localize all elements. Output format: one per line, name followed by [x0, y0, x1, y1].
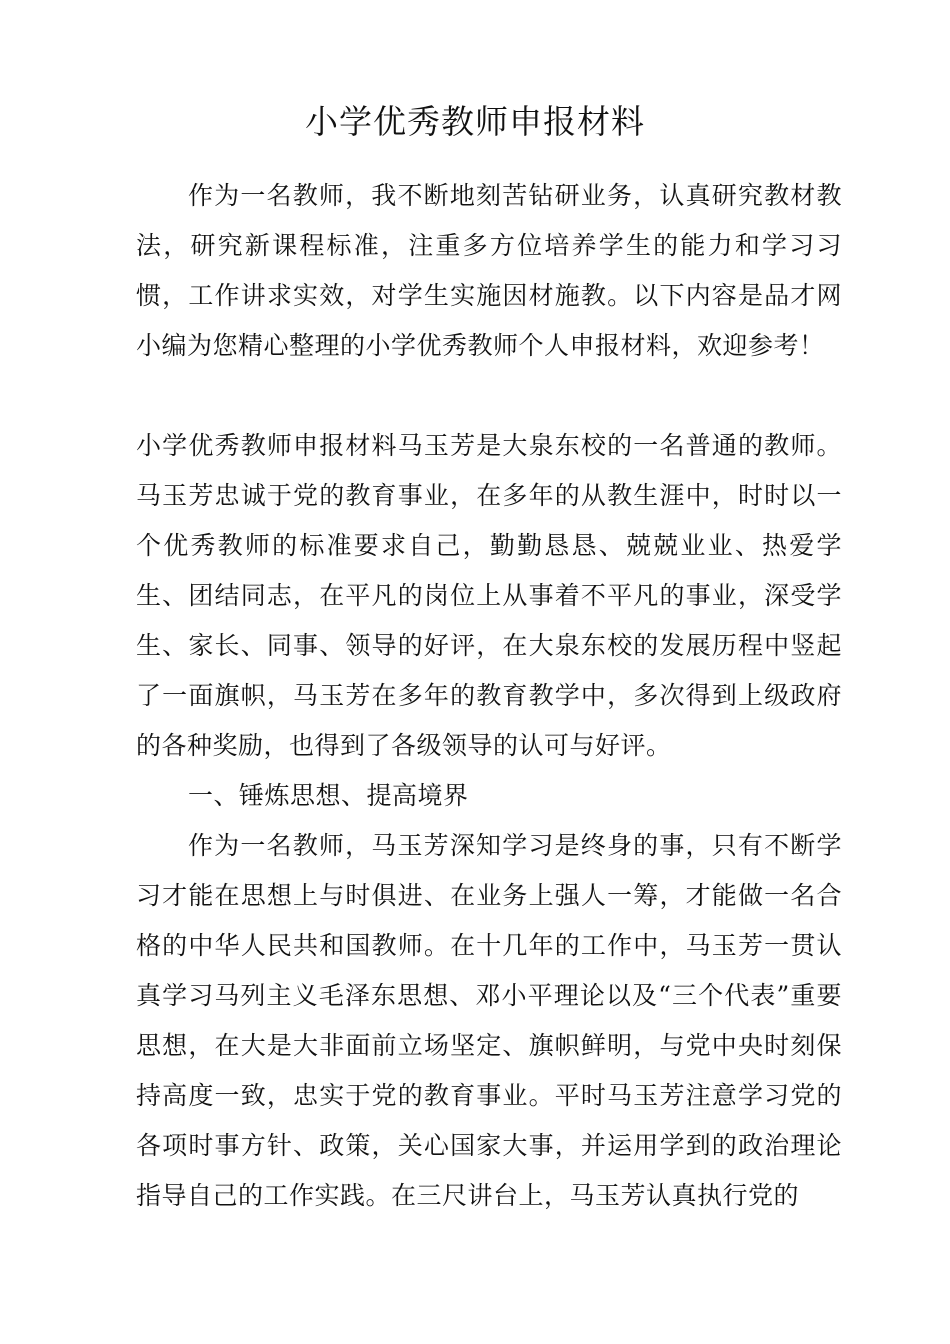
intro-paragraph: 作为一名教师，我不断地刻苦钻研业务，认真研究教材教法，研究新课程标准，注重多方位培养学生的能力和学习习惯，工作讲求实效，对学生实施因材施教。以下内容是品才网小编为您精心整理的小学优秀教师个人申报材料，欢迎参考！	[136, 181, 842, 360]
document-body	[136, 171, 842, 1221]
document-title: 小学优秀教师申报材料	[305, 102, 645, 141]
profile-paragraph: 小学优秀教师申报材料马玉芳是大泉东校的一名普通的教师。马玉芳忠诚于党的教育事业，在多年的从教生涯中，时时以一个优秀教师的标准要求自己，勤勤恳恳、兢兢业业、热爱学生、团结同志，在平凡的岗位上从事着不平凡的事业，深受学生、家长、同事、领导的好评，在大泉东校的发展历程中竖起了一面旗帜，马玉芳在多年的教育教学中，多次得到上级政府的各种奖励，也得到了各级领导的认可与好评。	[136, 431, 842, 760]
paragraph-spacer	[136, 371, 842, 421]
section-heading: 一、锤炼思想、提高境界	[188, 781, 469, 810]
section-paragraph: 作为一名教师，马玉芳深知学习是终身的事，只有不断学习才能在思想上与时俱进、在业务上强人一筹，才能做一名合格的中华人民共和国教师。在十几年的工作中，马玉芳一贯认真学习马列主义毛泽东思想、邓小平理论以及“三个代表”重要思想，在大是大非面前立场坚定、旗帜鲜明，与党中央时刻保持高度一致，忠实于党的教育事业。平时马玉芳注意学习党的各项时事方针、政策，关心国家大事，并运用学到的政治理论指导自己的工作实践。在三尺讲台上，马玉芳认真执行党的	[136, 831, 842, 1210]
